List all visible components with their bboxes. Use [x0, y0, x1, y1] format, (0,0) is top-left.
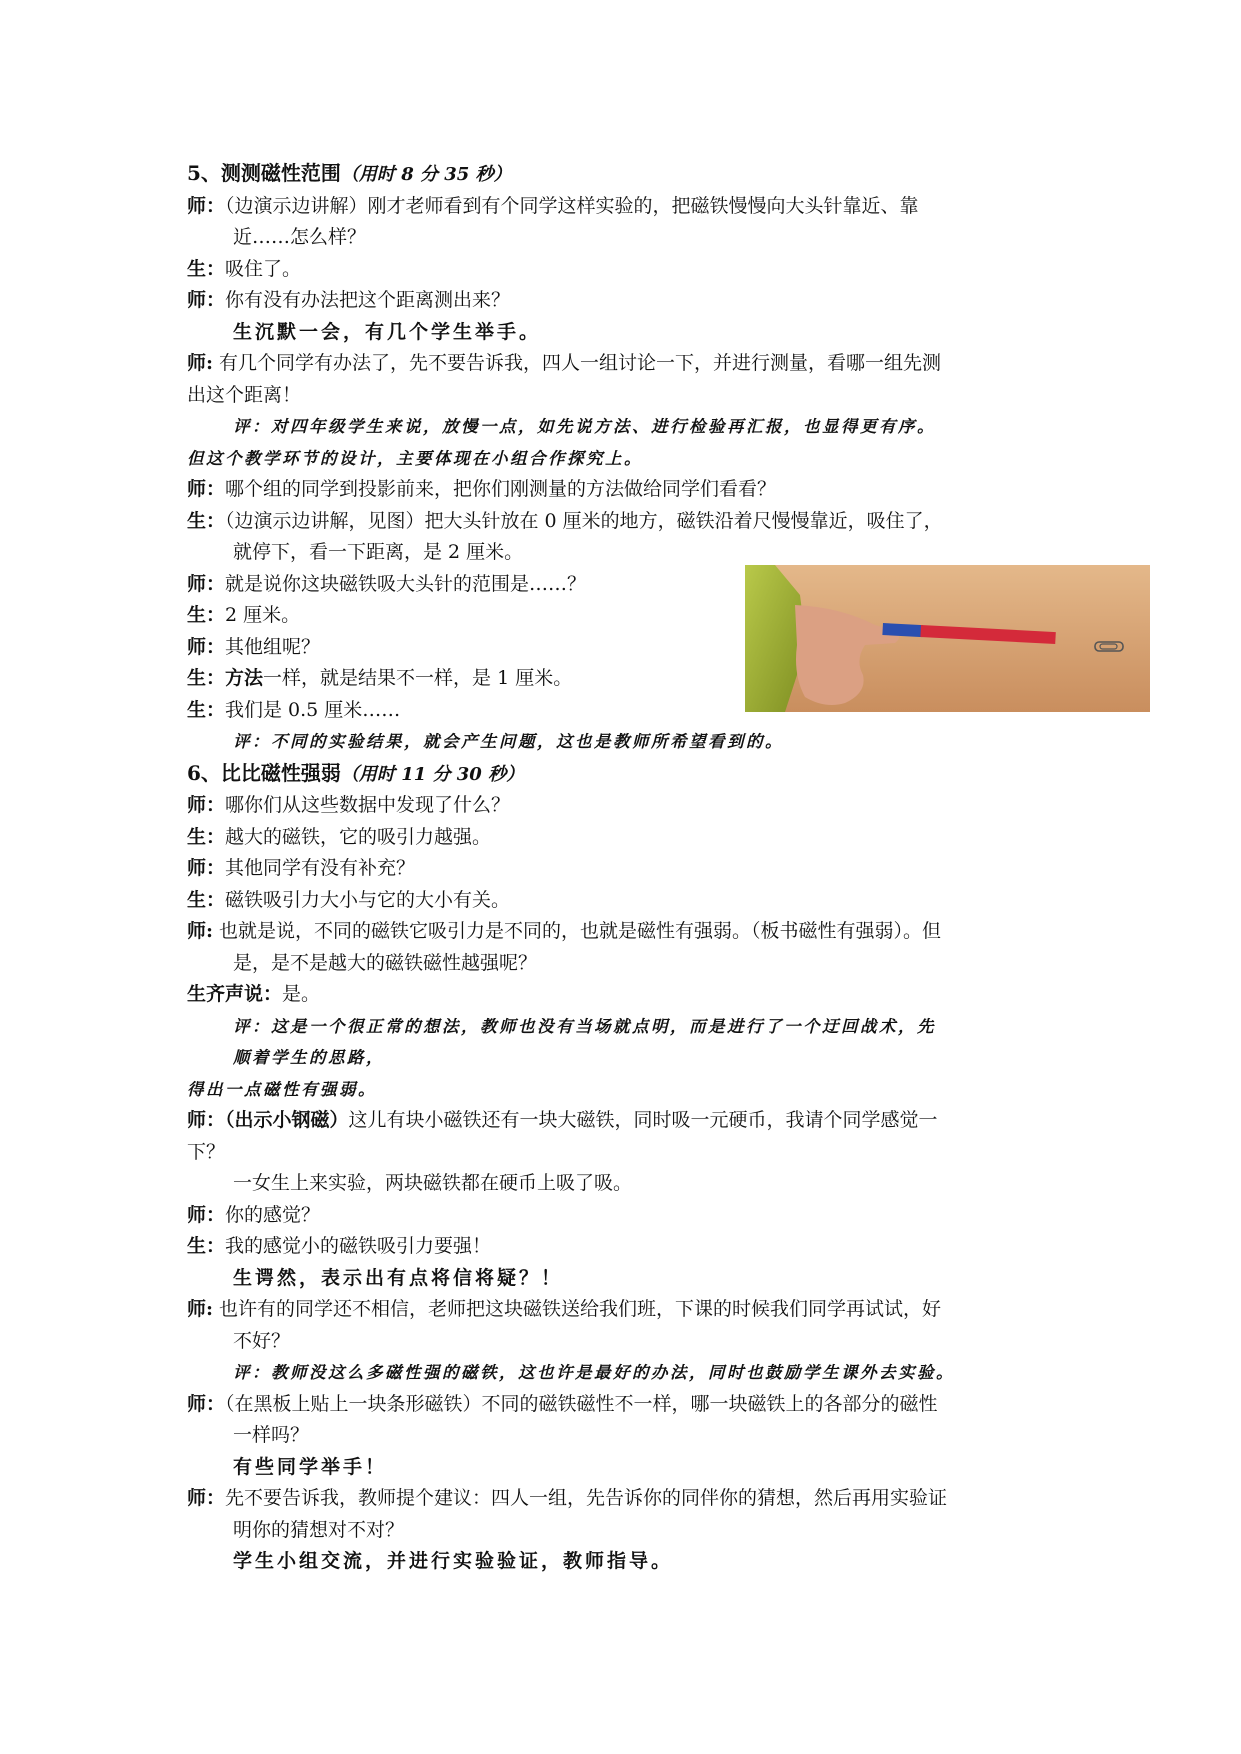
- dialogue-text: 其他同学有没有补充？: [225, 857, 416, 879]
- speaker-label: 生：: [187, 888, 226, 911]
- dialogue-text: 先不要告诉我，教师提个建议：四人一组，先告诉你的同伴你的猜想，然后再用实验证: [225, 1487, 948, 1509]
- dialogue-line: [187, 191, 1057, 223]
- dialogue-line: [187, 1231, 1057, 1263]
- speaker-label: 师：: [187, 289, 226, 311]
- continuation-line: 是，是不是越大的磁铁磁性越强呢？: [233, 951, 538, 974]
- dialogue-text: 也就是说，不同的磁铁它吸引力是不同的，也就是磁性有强弱。（板书磁性有强弱）。但: [213, 920, 942, 942]
- dialogue-text: 哪个组的同学到投影前来，把你们刚测量的方法做给同学们看看？: [225, 478, 777, 500]
- dialogue-line: [187, 822, 1057, 854]
- dialogue-line: [187, 979, 1057, 1011]
- speaker-label: 师：: [187, 794, 226, 816]
- section-heading-text: 5、测测磁性范围: [187, 161, 341, 185]
- dialogue-line: [187, 474, 1057, 506]
- speaker-label: 生：: [187, 604, 226, 626]
- dialogue-text: 哪你们从这些数据中发现了什么？: [225, 794, 511, 816]
- speaker-label: 师：: [187, 1392, 226, 1415]
- stage-direction: 学生小组交流，并进行实验验证，教师指导。: [233, 1550, 674, 1572]
- stage-direction: 生沉默一会，有几个学生举手。: [233, 320, 542, 343]
- dialogue-line: [187, 853, 1057, 885]
- speaker-label: 师：: [187, 194, 226, 217]
- section-heading: [187, 758, 1057, 791]
- section-time-note: （用时 8 分 35 秒）: [340, 164, 512, 185]
- dialogue-text: 一样，就是结果不一样，是 1 厘米。: [263, 667, 573, 689]
- speaker-label: 生：: [187, 1235, 226, 1257]
- dialogue-text: 你有没有办法把这个距离测出来？: [225, 289, 511, 311]
- speaker-label: 师:: [187, 920, 214, 942]
- continuation-line: 就停下，看一下距离，是 2 厘米。: [233, 541, 524, 563]
- commentary-continuation: 得出一点磁性有强弱。: [187, 1079, 377, 1099]
- speaker-label: 师：: [187, 572, 226, 595]
- speaker-label: 师：: [187, 857, 226, 879]
- dialogue-text: 越大的磁铁，它的吸引力越强。: [225, 825, 492, 848]
- dialogue-text: 吸住了。: [225, 257, 302, 280]
- dialogue-line: [187, 1483, 1057, 1515]
- continuation-line: 明你的猜想对不对？: [233, 1518, 405, 1541]
- dialogue-text: 我们是 0.5 厘米……: [225, 698, 401, 721]
- dialogue-line: [187, 790, 1057, 822]
- dialogue-text: 我的感觉小的磁铁吸引力要强！: [225, 1235, 492, 1257]
- dialogue-line: [187, 1389, 1057, 1421]
- commentary-continuation: 但这个教学环节的设计，主要体现在小组合作探究上。: [187, 448, 643, 468]
- continuation-line: 不好？: [233, 1329, 291, 1352]
- continuation-line: 出这个距离！: [187, 383, 302, 406]
- dialogue-text: 是。: [282, 983, 321, 1005]
- dialogue-text: 也许有的同学还不相信，老师把这块磁铁送给我们班，下课的时候我们同学再试试，好: [213, 1298, 942, 1320]
- document-body: [187, 158, 1057, 1578]
- speaker-label: 生：: [187, 698, 226, 721]
- dialogue-text: （边演示边讲解）刚才老师看到有个同学这样实验的，把磁铁慢慢向大头针靠近、靠: [225, 194, 919, 217]
- dialogue-text: 有几个同学有办法了，先不要告诉我，四人一组讨论一下，并进行测量，看哪一组先测: [213, 352, 942, 374]
- dialogue-text: 其他组呢？: [225, 635, 321, 658]
- dialogue-line: [187, 285, 1057, 317]
- dialogue-line: [187, 885, 1057, 917]
- speaker-label: 生：: [187, 667, 226, 689]
- speaker-label: 师：: [187, 1487, 226, 1509]
- continuation-line: 近……怎么样？: [233, 226, 367, 248]
- dialogue-text: （在黑板上贴上一块条形磁铁）不同的磁铁磁性不一样，哪一块磁铁上的各部分的磁性: [225, 1392, 938, 1415]
- speaker-label: 师：: [187, 1203, 226, 1226]
- speaker-label: 生：: [187, 509, 226, 532]
- dialogue-line: [187, 1105, 1057, 1137]
- commentary: 评：教师没这么多磁性强的磁铁，这也许是最好的办法，同时也鼓励学生课外去实验。: [233, 1363, 955, 1382]
- photo-illustration: [745, 565, 1150, 712]
- continuation-line: 一样吗？: [233, 1424, 310, 1446]
- dialogue-line: [187, 254, 1057, 286]
- dialogue-text: 磁铁吸引力大小与它的大小有关。: [225, 888, 511, 911]
- stage-direction: 生谔然，表示出有点将信将疑？！: [233, 1266, 564, 1289]
- section-time-note: （用时 11 分 30 秒）: [340, 763, 525, 785]
- commentary: 评：这是一个很正常的想法，教师也没有当场就点明，而是进行了一个迂回战术，先: [233, 1016, 936, 1036]
- stage-direction: 有些同学举手！: [233, 1455, 388, 1478]
- continuation-line: 一女生上来实验，两块磁铁都在硬币上吸了吸。: [233, 1172, 633, 1194]
- speaker-label: 师：: [187, 478, 226, 500]
- dialogue-line: [187, 348, 1057, 380]
- speaker-label: 师:: [187, 1298, 214, 1320]
- speaker-label: 生：: [187, 257, 226, 280]
- dialogue-text: 这儿有块小磁铁还有一块大磁铁，同时吸一元硬币，我请个同学感觉一: [348, 1109, 938, 1131]
- magnet-blue-end: [882, 623, 923, 637]
- commentary: 评：不同的实验结果，就会产生问题，这也是教师所希望看到的。: [233, 732, 784, 751]
- dialogue-line: [187, 916, 1057, 948]
- speaker-label: 师：: [187, 635, 226, 658]
- speaker-label: 生：: [187, 825, 226, 848]
- speaker-label: 师:: [187, 352, 214, 374]
- continuation-line: 下？: [187, 1140, 226, 1163]
- dialogue-line: [187, 506, 1057, 538]
- dialogue-line: [187, 1200, 1057, 1232]
- speaker-label: 师：: [187, 1109, 226, 1131]
- section-heading: [187, 158, 1057, 191]
- dialogue-text: 就是说你这块磁铁吸大头针的范围是……？: [225, 572, 587, 595]
- commentary-continuation: 顺着学生的思路，: [233, 1048, 385, 1067]
- dialogue-text: 你的感觉？: [225, 1203, 321, 1226]
- dialogue-text: （边演示边讲解，见图）把大头针放在 0 厘米的地方，磁铁沿着尺慢慢靠近，吸住了，: [225, 509, 943, 532]
- dialogue-line: [187, 1294, 1057, 1326]
- magnet-experiment-photo: [745, 565, 1150, 712]
- speaker-label: 生齐声说：: [187, 983, 283, 1005]
- dialogue-text: 2 厘米。: [225, 604, 301, 626]
- section-heading-text: 6、比比磁性强弱: [187, 760, 341, 785]
- commentary: 评：对四年级学生来说，放慢一点，如先说方法、进行检验再汇报，也显得更有序。: [233, 417, 936, 436]
- bold-text: 方法: [225, 667, 264, 689]
- speaker-extra: （出示小钢磁）: [225, 1109, 349, 1131]
